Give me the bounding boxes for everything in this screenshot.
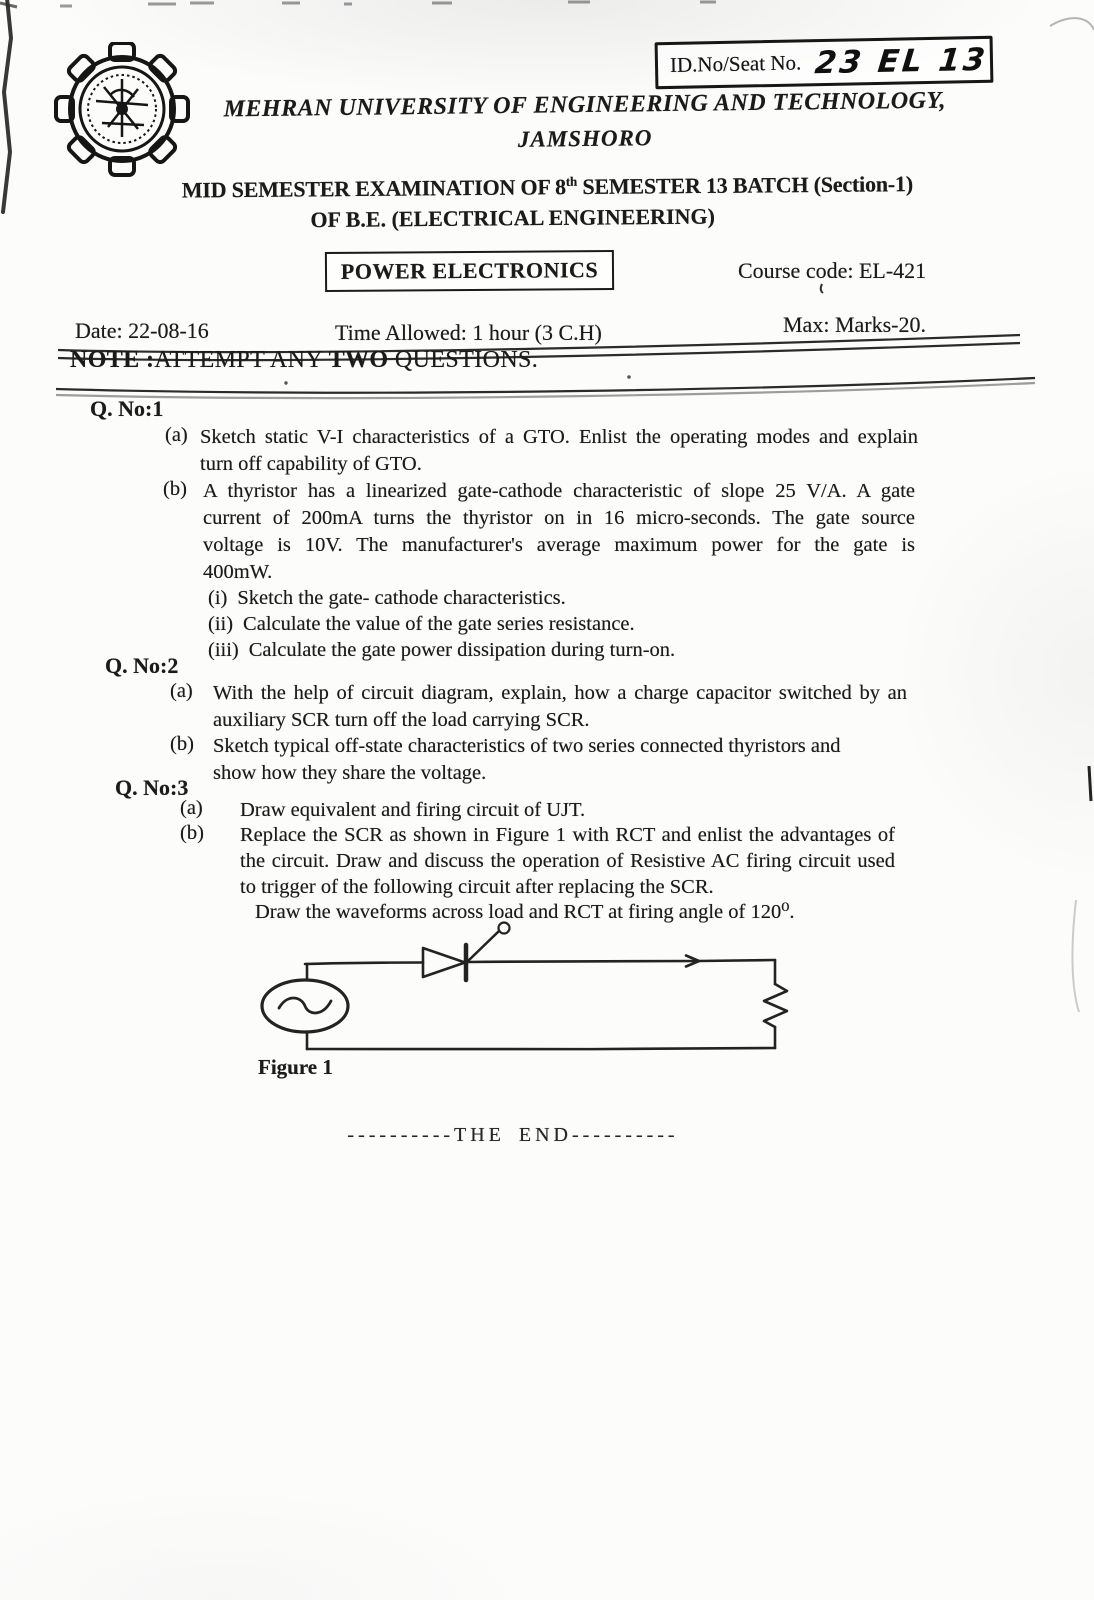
q2-b-line: show how they share the voltage. xyxy=(213,762,487,784)
q3-part-a-text xyxy=(240,797,585,824)
q1-a-line: turn off capability of GTO. xyxy=(200,453,422,475)
ink-speck xyxy=(284,381,287,384)
ink-speck xyxy=(627,375,631,379)
page-fold-mark xyxy=(0,3,17,7)
q2-part-b-text xyxy=(213,733,893,787)
exam-title-line1-text2: SEMESTER 13 BATCH (Section-1) xyxy=(576,171,914,200)
q3-b-line: to trigger of the following circuit after replacing the SCR. xyxy=(240,876,714,898)
figure1-caption: Figure 1 xyxy=(258,1055,333,1079)
university-header xyxy=(80,86,1091,158)
exam-date: Date: 22-08-16 xyxy=(75,318,209,343)
q2-part-a-text xyxy=(213,680,907,734)
university-city: JAMSHORO xyxy=(517,125,653,152)
q1-part-a-text xyxy=(200,424,918,478)
exam-title-line1-text: MID SEMESTER EXAMINATION OF 8 xyxy=(181,174,567,203)
q1-subpart xyxy=(208,611,675,637)
note-label: NOTE : xyxy=(70,347,155,373)
note-emphasis: TWO xyxy=(328,347,389,373)
q1-subpart-label: (i) xyxy=(208,587,228,609)
q1-b-line: voltage is 10V. The manufacturer's average maximum power for the gate is xyxy=(203,534,915,556)
question-2-title: Q. No:2 xyxy=(105,653,179,678)
subject-box xyxy=(325,250,614,292)
q3-b-line: the circuit. Draw and discuss the operation of Resistive AC firing circuit used xyxy=(240,850,895,872)
exam-title-line2: OF B.E. (ELECTRICAL ENGINEERING) xyxy=(310,203,715,233)
course-code: Course code: EL-421 xyxy=(738,258,927,283)
page-fold-mark xyxy=(3,0,11,212)
q1-b-line: A thyristor has a linearized gate-cathode characteristic of slope 25 V/A. A gate xyxy=(203,480,915,502)
q2-b-line: Sketch typical off-state characteristics of two series connected thyristors and xyxy=(213,735,841,757)
q3-part-b-text xyxy=(240,822,895,900)
id-seat-box xyxy=(655,36,994,89)
note-text2: QUESTIONS. xyxy=(388,347,539,373)
q1-subpart-text: Calculate the value of the gate series resistance. xyxy=(243,613,635,635)
q2-part-b-label: (b) xyxy=(170,733,194,755)
figure1-circuit-diagram xyxy=(245,918,805,1068)
question-1-title: Q. No:1 xyxy=(90,396,164,421)
id-seat-label: ID.No/Seat No. xyxy=(669,50,802,77)
id-seat-value-handwritten: 23 EL 13 xyxy=(813,41,990,81)
note-line xyxy=(70,347,538,374)
q2-a-line: auxiliary SCR turn off the load carrying SCR. xyxy=(213,709,590,731)
university-name: MEHRAN UNIVERSITY OF ENGINEERING AND TECHNOLOGY, xyxy=(223,87,947,123)
exam-title xyxy=(25,169,1070,235)
q1-b-line: 400mW. xyxy=(203,561,273,583)
ac-source-symbol xyxy=(262,980,348,1032)
the-end-line: ----------THE END---------- xyxy=(347,1124,679,1146)
q3-a-line: Draw equivalent and firing circuit of UJT. xyxy=(240,799,586,821)
max-marks: Max: Marks-20. xyxy=(783,312,926,337)
q3-b-line: Replace the SCR as shown in Figure 1 with RCT and enlist the advantages of xyxy=(240,824,895,846)
q1-subpart-label: (ii) xyxy=(208,613,234,635)
scr-gate-lead xyxy=(468,931,499,961)
q1-part-b-text xyxy=(203,478,915,586)
sine-wave-glyph xyxy=(279,998,331,1013)
q3-part-a-label: (a) xyxy=(180,797,203,819)
q3-part-b-label: (b) xyxy=(180,822,204,844)
q2-a-line: With the help of circuit diagram, explain, how a charge capacitor switched by an xyxy=(213,682,907,704)
wire xyxy=(698,960,775,961)
scan-edge-mark xyxy=(1072,900,1079,1012)
scan-top-dashes xyxy=(60,2,716,6)
q1-b-line: current of 200mA turns the thyristor on in 16 micro-seconds. The gate source xyxy=(203,507,915,529)
subject-title: POWER ELECTRONICS xyxy=(340,257,599,284)
note-text: ATTEMPT ANY xyxy=(154,347,329,373)
q1-subpart xyxy=(208,637,675,663)
q1-subpart-text: Sketch the gate- cathode characteristics. xyxy=(237,587,566,609)
q1-a-line: Sketch static V-I characteristics of a GTO. Enlist the operating modes and explain xyxy=(200,426,918,448)
q1-subpart-label: (iii) xyxy=(208,639,239,661)
q1-part-b-label: (b) xyxy=(163,478,187,500)
q1-part-a-label: (a) xyxy=(165,424,188,446)
wire xyxy=(307,1048,775,1049)
scan-corner-mark xyxy=(1050,18,1094,30)
scr-gate-terminal xyxy=(499,923,510,934)
wire xyxy=(305,963,423,965)
wire xyxy=(468,961,697,962)
q3-b-line: Draw the waveforms across load and RCT at firing angle of 120⁰. xyxy=(255,901,795,923)
q1-subpart-text: Calculate the gate power dissipation during turn-on. xyxy=(248,639,676,661)
q1-subpart xyxy=(208,585,675,611)
q2-part-a-label: (a) xyxy=(170,680,193,702)
scan-edge-mark xyxy=(1089,766,1091,801)
scr-symbol xyxy=(423,923,510,981)
q1-subparts xyxy=(208,585,675,663)
ink-speck xyxy=(821,284,823,293)
resistor-symbol xyxy=(764,984,787,1027)
time-allowed: Time Allowed: 1 hour (3 C.H) xyxy=(335,320,602,345)
question-3-title: Q. No:3 xyxy=(115,775,189,800)
exam-title-superscript: th xyxy=(565,173,578,189)
